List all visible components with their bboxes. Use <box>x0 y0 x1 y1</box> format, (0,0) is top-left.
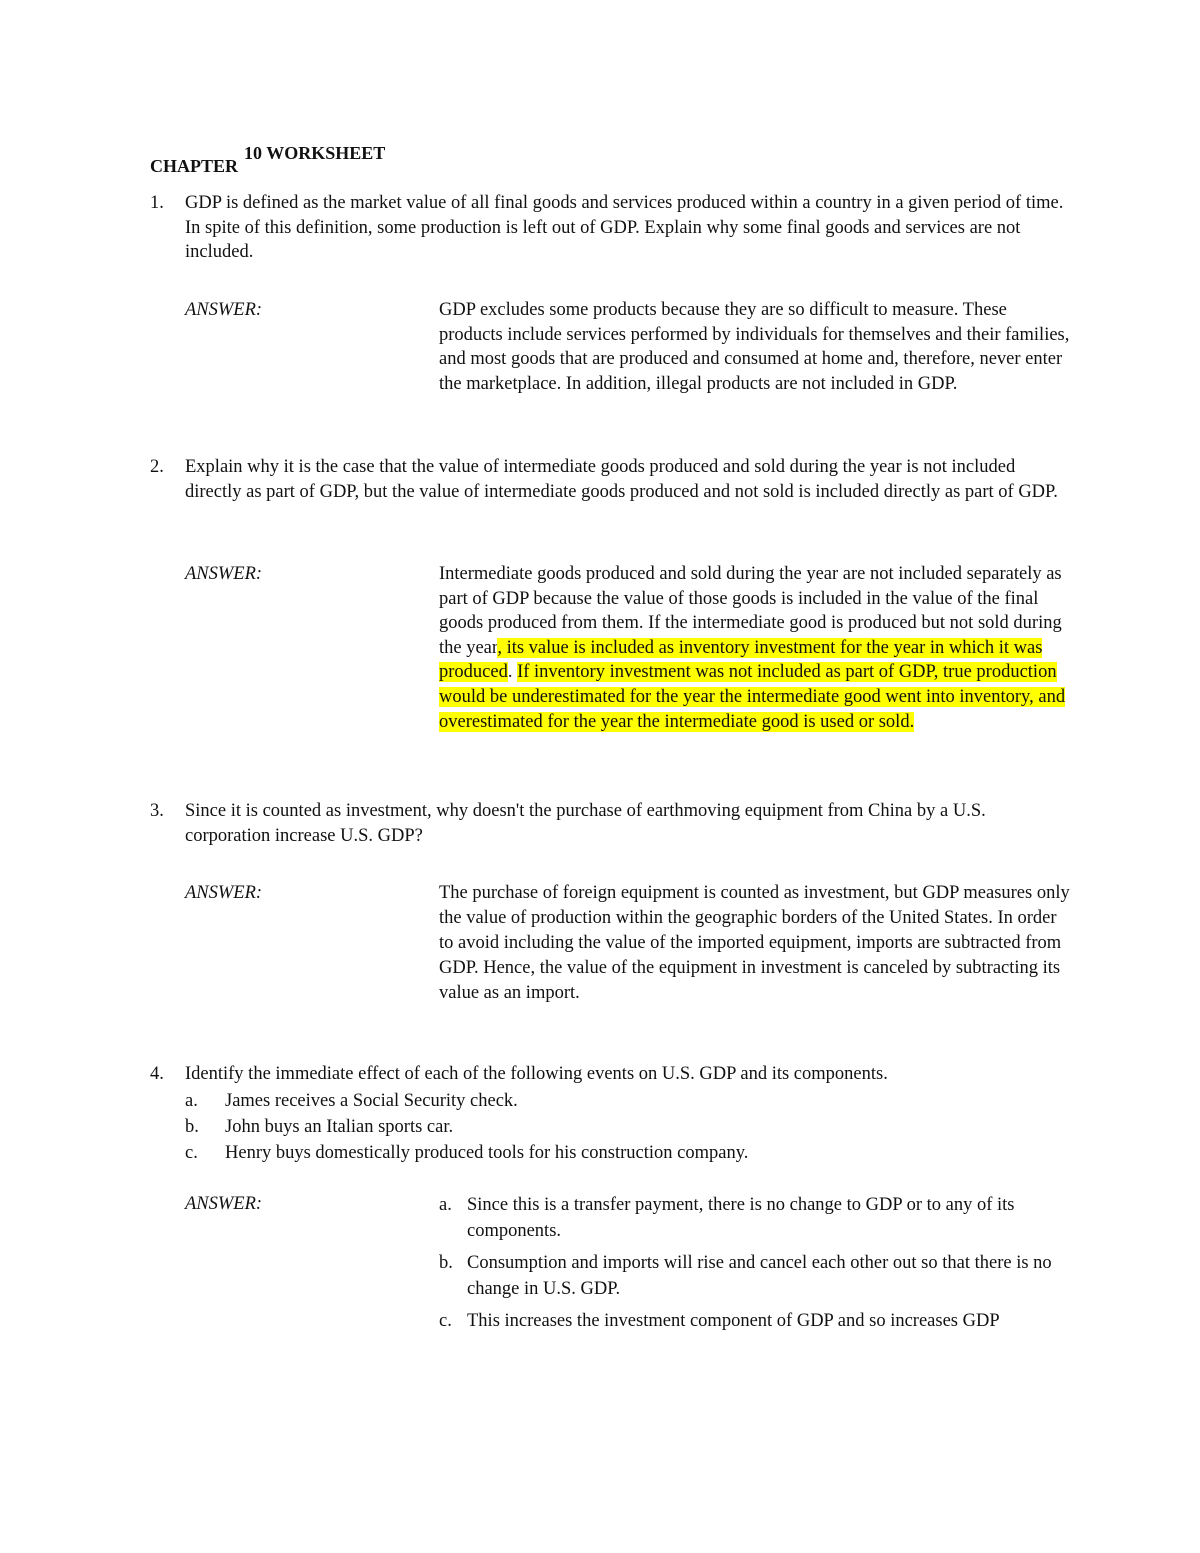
sub-item-text: Henry buys domestically produced tools for his construction company. <box>225 1143 749 1163</box>
question-text: Since it is counted as investment, why doesn't the purchase of earthmoving equipment from China by a U.S. corporation increase U.S. GDP? <box>185 801 986 846</box>
sub-item-letter: a. <box>185 1091 198 1111</box>
answer-item-b <box>439 1250 1059 1302</box>
sub-item-text: John buys an Italian sports car. <box>225 1117 454 1137</box>
answer-text: GDP excludes some products because they are so difficult to measure. These products include services performed by individuals for themselves and their families, and most goods that are produced and consumed at home and, therefore, never enter the marketplace. In addition, illegal products are not included in GDP. <box>439 300 1070 394</box>
question-2 <box>150 455 1070 504</box>
question-number: 3. <box>150 801 164 821</box>
sub-item-letter: b. <box>185 1117 199 1137</box>
answer-item-letter: b. <box>439 1253 453 1273</box>
question-number: 4. <box>150 1064 164 1084</box>
answer-label: ANSWER: <box>185 883 263 903</box>
answer-list <box>439 1192 1059 1340</box>
question-text: Identify the immediate effect of each of the following events on U.S. GDP and its components. <box>185 1064 888 1084</box>
answer-item-text: This increases the investment component of GDP and so increases GDP <box>467 1311 1000 1331</box>
answer-label: ANSWER: <box>185 300 263 320</box>
question-4 <box>150 1062 1070 1087</box>
answer-item-text: Consumption and imports will rise and cancel each other out so that there is no change in U.S. GDP. <box>467 1253 1052 1299</box>
answer-label: ANSWER: <box>185 564 263 584</box>
question-1 <box>150 191 1070 265</box>
question-number: 2. <box>150 457 164 477</box>
answer-item-letter: c. <box>439 1311 452 1331</box>
answer-item-text: Since this is a transfer payment, there is no change to GDP or to any of its components. <box>467 1195 1015 1241</box>
question-text: GDP is defined as the market value of all final goods and services produced within a country in a given period of time. In spite of this definition, some production is left out of GDP. Explain why some final goods and services are not included. <box>185 193 1064 262</box>
answer-item-a <box>439 1192 1059 1244</box>
sub-item-text: James receives a Social Security check. <box>225 1091 518 1111</box>
answer-item-letter: a. <box>439 1195 452 1215</box>
question-3 <box>150 799 1070 848</box>
title-chapter-word: CHAPTER <box>150 156 239 176</box>
question-number: 1. <box>150 193 164 213</box>
answer-text: The purchase of foreign equipment is counted as investment, but GDP measures only the value of production within the geographic borders of the United States. In order to avoid including the value of the imported equipment, imports are subtracted from GDP. Hence, the value of the equipment in investment is canceled by subtracting its value as an import. <box>439 883 1070 1003</box>
page-title <box>150 143 386 176</box>
answer-label: ANSWER: <box>185 1194 263 1214</box>
answer-item-c <box>439 1308 1059 1334</box>
answer-text-plain: . <box>507 662 518 683</box>
answer-text <box>439 562 1071 734</box>
sub-item-letter: c. <box>185 1143 198 1163</box>
title-chapter-number: 10 WORKSHEET <box>244 143 386 163</box>
question-text: Explain why it is the case that the value of intermediate goods produced and sold during the year is not included directly as part of GDP, but the value of intermediate goods produced and not sold is included directly as part of GDP. <box>185 457 1058 502</box>
answer-highlight: If inventory investment was not included as part of GDP, true production would be underestimated for the year the intermediate good went into inventory, and overestimated for the year the intermediate good is used or sold. <box>439 662 1066 732</box>
answer-text-plain: Intermediate goods produced and sold during the year are not included separately as part of GDP because the value of those goods is included in the value of the final goods produced from them. If the intermediate good is produced but not sold during the year <box>439 564 1062 658</box>
answer-highlight: , its value is included as inventory investment for the year in which it was produced <box>439 637 1043 683</box>
